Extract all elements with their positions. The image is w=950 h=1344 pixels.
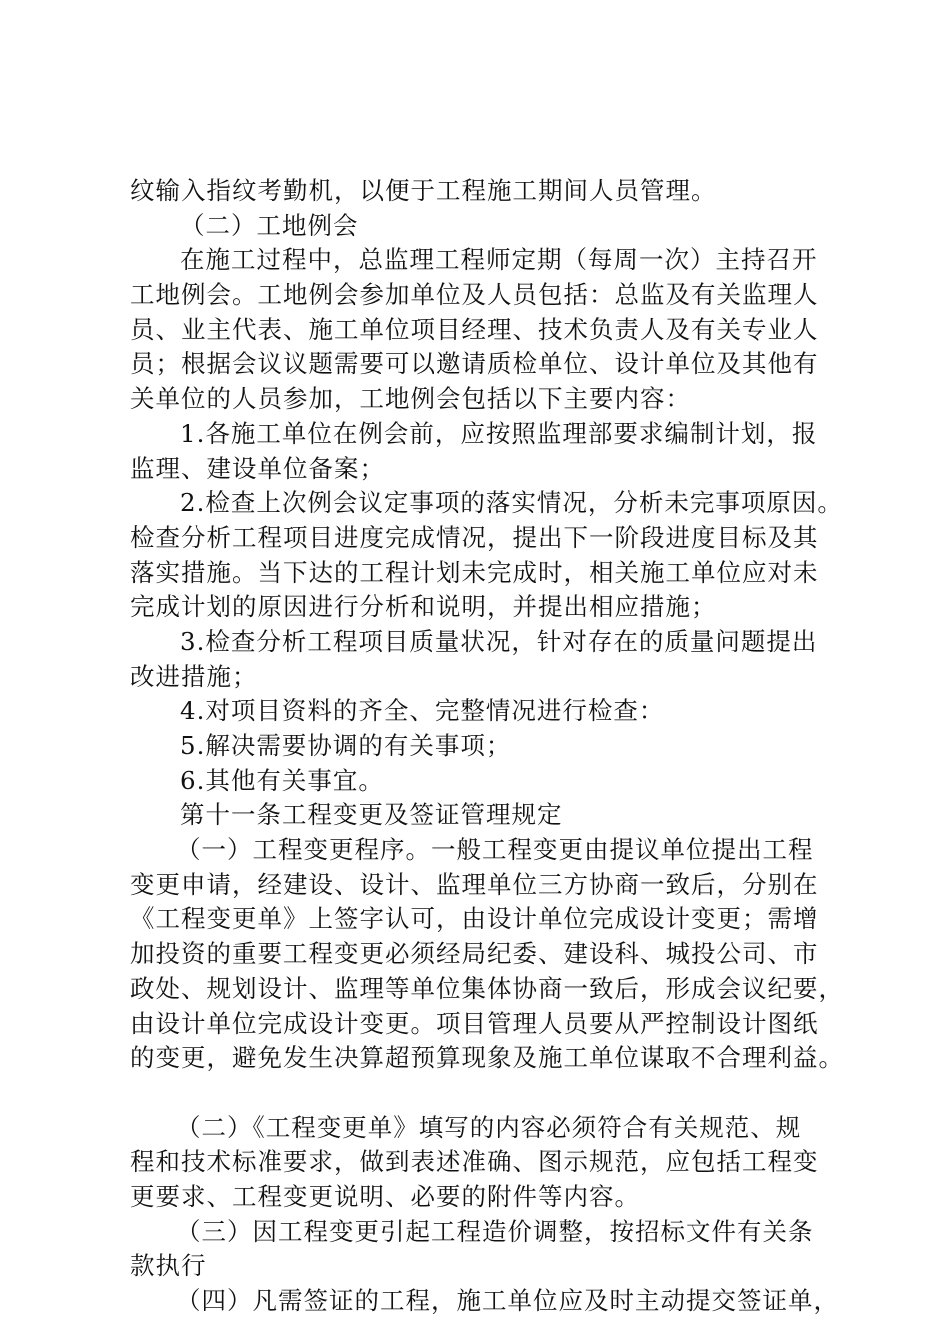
text-line: 改进措施； xyxy=(130,661,258,691)
document-body xyxy=(130,174,844,1319)
text-line: 纹输入指纹考勤机，以便于工程施工期间人员管理。 xyxy=(130,176,717,205)
text-line: 检查分析工程项目进度完成情况，提出下一阶段进度目标及其 xyxy=(130,522,819,552)
text-line: 程和技术标准要求，做到表述准确、图示规范，应包括工程变 xyxy=(130,1147,819,1177)
text-line: 完成计划的原因进行分析和说明，并提出相应措施； xyxy=(130,592,717,622)
text-line: （三）因工程变更引起工程造价调整，按招标文件有关条 xyxy=(176,1216,814,1246)
list-item: 5.解决需要协调的有关事项； xyxy=(180,731,512,760)
list-item: 6.其他有关事宜。 xyxy=(180,765,384,795)
text-line: 加投资的重要工程变更必须经局纪委、建设科、城投公司、市 xyxy=(130,939,819,969)
text-line: 款执行 xyxy=(130,1251,207,1281)
text-line: 员；根据会议议题需要可以邀请质检单位、设计单位及其他有 xyxy=(130,349,819,379)
list-item: 3.检查分析工程项目质量状况，针对存在的质量问题提出 xyxy=(180,626,818,656)
text-line: （一）工程变更程序。一般工程变更由提议单位提出工程 xyxy=(176,835,814,865)
list-item: 2.检查上次例会议定事项的落实情况，分析未完事项原因。 xyxy=(180,488,843,518)
list-item: 4.对项目资料的齐全、完整情况进行检查： xyxy=(180,696,665,726)
list-item: 1.各施工单位在例会前，应按照监理部要求编制计划，报 xyxy=(180,418,818,448)
text-line: 关单位的人员参加，工地例会包括以下主要内容： xyxy=(130,384,691,414)
text-line: 监理、建设单位备案； xyxy=(130,453,385,483)
text-line: 的变更，避免发生决算超预算现象及施工单位谋取不合理利益。 xyxy=(130,1043,844,1073)
text-line: 《工程变更单》上签字认可，由设计单位完成设计变更；需增 xyxy=(130,904,819,934)
text-line: 在施工过程中，总监理工程师定期（每周一次）主持召开 xyxy=(180,245,818,275)
article-heading: 第十一条工程变更及签证管理规定 xyxy=(180,800,563,830)
blank-line xyxy=(130,1076,830,1111)
text-line: 由设计单位完成设计变更。项目管理人员要从严控制设计图纸 xyxy=(130,1008,819,1038)
text-line: 变更申请，经建设、设计、监理单位三方协商一致后，分别在 xyxy=(130,869,819,899)
text-line: （四）凡需签证的工程，施工单位应及时主动提交签证单， xyxy=(176,1286,839,1315)
text-line: 落实措施。当下达的工程计划未完成时，相关施工单位应对未 xyxy=(130,557,819,587)
text-line: 员、业主代表、施工单位项目经理、技术负责人及有关专业人 xyxy=(130,314,819,344)
text-line: 政处、规划设计、监理等单位集体协商一致后，形成会议纪要， xyxy=(130,973,844,1003)
text-line: 工地例会。工地例会参加单位及人员包括：总监及有关监理人 xyxy=(130,280,819,310)
text-line: 更要求、工程变更说明、必要的附件等内容。 xyxy=(130,1181,640,1211)
section-heading: （二）工地例会 xyxy=(180,210,359,240)
text-line: （二）《工程变更单》填写的内容必须符合有关规范、规 xyxy=(176,1112,802,1142)
